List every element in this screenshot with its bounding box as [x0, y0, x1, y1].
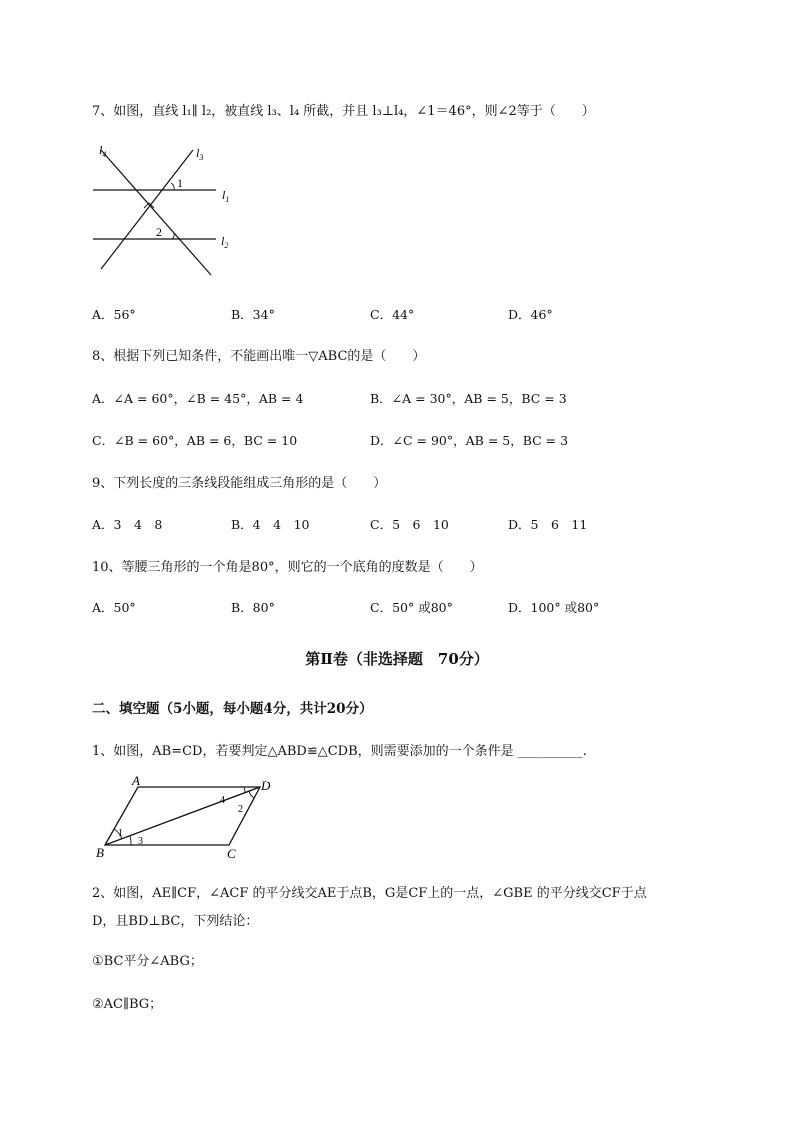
q7-option-a: A．56° — [92, 307, 136, 322]
line-l4 — [101, 150, 211, 275]
q9-option-a: A．3 4 8 — [92, 517, 163, 532]
q9-text: 9、下列长度的三条线段能组成三角形的是（ ） — [92, 476, 387, 491]
angle2-arc — [172, 233, 174, 239]
q10-option-c: C．50° 或80° — [370, 600, 453, 615]
q7-figure — [88, 138, 238, 278]
f1-figure — [94, 776, 284, 862]
label-angle2: 2 — [238, 804, 243, 815]
f2-item2: ②AC∥BG； — [92, 997, 163, 1012]
q7-option-d: D．46° — [508, 307, 553, 322]
q9-option-d: D．5 6 11 — [508, 517, 588, 532]
angle4-arc — [244, 787, 245, 792]
label-l2: $l_2$ — [221, 234, 229, 250]
section2-heading: 二、填空题（5小题，每小题4分，共计20分） — [92, 701, 373, 717]
angle1-arc — [171, 183, 174, 190]
q9-option-b: B．4 4 10 — [231, 517, 310, 532]
vertex-d: D — [261, 778, 271, 793]
angle2-arc — [249, 791, 254, 798]
label-angle4: 4 — [220, 795, 225, 806]
label-l3: $l_3$ — [196, 146, 204, 162]
q9-option-c: C．5 6 10 — [370, 517, 449, 532]
vertex-c: C — [227, 846, 236, 861]
q10-option-d: D．100° 或80° — [508, 600, 600, 615]
f2-line2: D，且BD⊥BC，下列结论： — [92, 914, 259, 929]
q8-option-d: D．∠C = 90°，AB = 5，BC = 3 — [370, 433, 569, 448]
q7-text: 7、如图，直线 l₁∥ l₂，被直线 l₃、l₄ 所截，并且 l₃⊥l₄，∠1＝46°，则∠2等于（ ） — [92, 104, 595, 119]
q8-option-c: C．∠B = 60°，AB = 6，BC = 10 — [92, 433, 298, 448]
part2-title: 第Ⅱ卷（非选择题 70分） — [305, 650, 489, 668]
q10-option-b: B．80° — [231, 600, 275, 615]
diagonal-bd — [105, 787, 260, 845]
f2-line1: 2、如图，AE∥CF，∠ACF 的平分线交AE于点B，G是CF上的一点，∠GBE 的平分线交CF于点 — [92, 886, 647, 901]
q7-option-b: B．34° — [231, 307, 275, 322]
q8-option-a: A．∠A = 60°，∠B = 45°，AB = 4 — [92, 391, 304, 406]
line-l3 — [101, 150, 193, 269]
q8-text: 8、根据下列已知条件，不能画出唯一▽ABC的是（ ） — [92, 349, 426, 364]
f1-text: 1、如图，AB=CD，若要判定△ABD≌△CDB，则需要添加的一个条件是 __________. — [92, 744, 587, 759]
q10-option-a: A．50° — [92, 600, 136, 615]
label-angle1: 1 — [177, 176, 183, 190]
label-angle2: 2 — [156, 225, 162, 239]
q8-option-b: B．∠A = 30°，AB = 5，BC = 3 — [370, 391, 567, 406]
label-l1: $l_1$ — [222, 188, 230, 204]
angle3-arc — [130, 836, 131, 845]
q10-text: 10、等腰三角形的一个角是80°，则它的一个底角的度数是（ ） — [92, 560, 483, 575]
label-angle1: 1 — [118, 828, 123, 839]
label-angle3: 3 — [138, 836, 143, 847]
vertex-b: B — [96, 845, 104, 860]
vertex-a: A — [132, 776, 140, 788]
label-l4: $l_4$ — [99, 143, 107, 159]
f2-item1: ①BC平分∠ABG； — [92, 954, 203, 969]
q7-option-c: C．44° — [370, 307, 415, 322]
